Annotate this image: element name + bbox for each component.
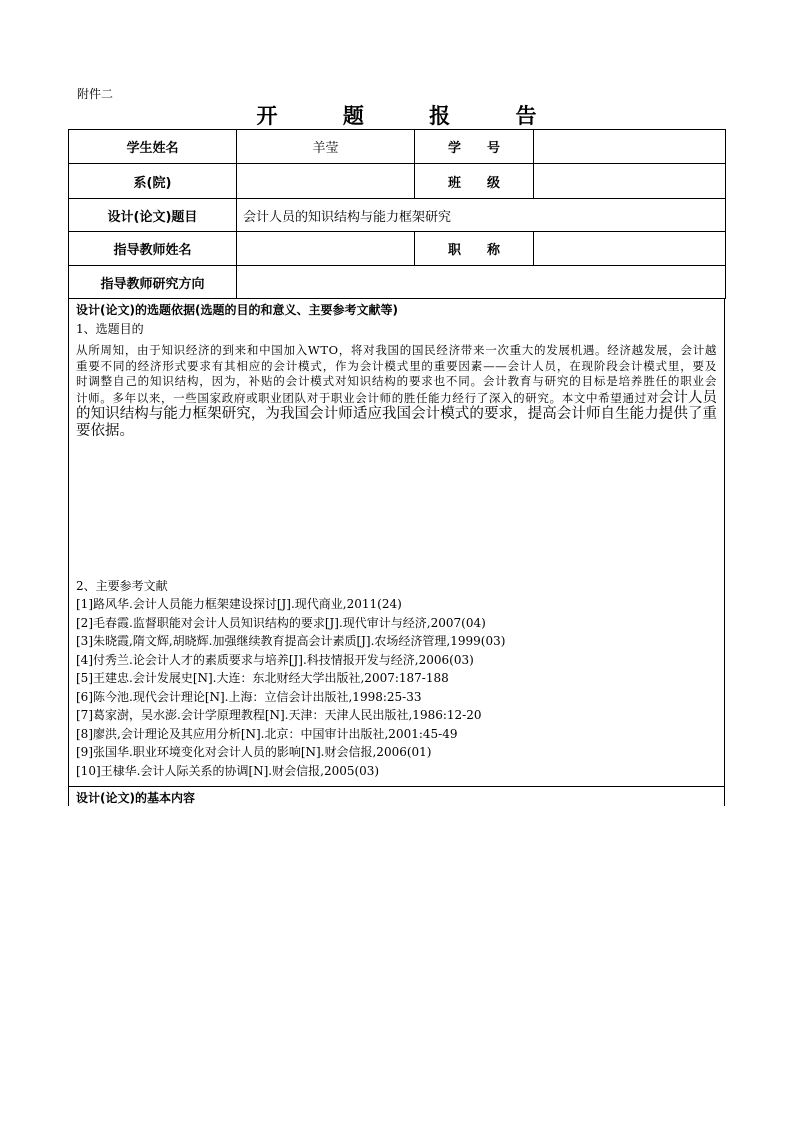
list-item: [7]葛家澍，吴水澎.会计学原理教程[N].天津：天津人民出版社,1986:12-20 [76,708,482,722]
advisor-name-field[interactable] [237,232,415,266]
purpose-text-emphasis: 会计人员的知识结构与能力框架研究，为我国会计师适应我国会计模式的要求，提高会计师自生能力提供了重要依据。 [76,389,718,439]
student-name-field[interactable]: 羊莹 [237,130,415,164]
class-field[interactable] [534,164,726,199]
list-item: [5]王建忠.会计发展史[N].大连：东北财经大学出版社,2007:187-188 [76,671,449,685]
list-item: [10]王棣华.会计人际关系的协调[N].财会信报,2005(03) [76,763,380,778]
advisor-research-field[interactable] [237,266,726,299]
advisor-research-label: 指导教师研究方向 [69,266,237,299]
list-item: [3]朱晓霞,隋文辉,胡晓辉.加强继续教育提高会计素质[J].农场经济管理,1999(03) [76,634,506,648]
list-item: [6]陈今池.现代会计理论[N].上海：立信会计出版社,1998:25-33 [76,689,422,704]
thesis-title-label: 设计(论文)题目 [69,199,237,232]
advisor-name-label: 指导教师姓名 [69,232,237,266]
table-row [69,164,726,199]
class-label: 班 级 [415,164,534,199]
table-row [69,232,726,266]
list-item: [4]付秀兰.论会计人才的素质要求与培养[J].科技情报开发与经济,2006(03) [76,652,474,667]
basis-heading: 设计(论文)的选题依据(选题的目的和意义、主要参考文献等) [76,303,398,317]
student-name-label: 学生姓名 [69,130,237,164]
title-char: 题 [342,103,364,128]
advisor-rank-field[interactable] [534,232,726,266]
table-row [69,130,726,164]
purpose-text: 从所周知，由于知识经济的到来和中国加入WTO，将对我国的国民经济带来一次重大的发展机遇。经济越发展，会计越重要不同的经济形式要求有其相应的会计模式，作为会计模式里的重要因素——会计人员，在现阶段会计模式里，要及时调整自己的知识结构，因为，补贴的会计模式对知识结构的要求也不同。会计教育与研究的目标是培养胜任的职业会计师。多年以来，一些国家政府或职业团队对于职业会计师的胜任能力经行了深入的研究。本文中希望通过对 [76,343,717,405]
content-section [68,786,725,806]
table-row [69,199,726,232]
list-item: [2]毛春霞.监督职能对会计人员知识结构的要求[J].现代审计与经济,2007(04) [76,615,486,630]
attachment-label: 附件二 [77,87,114,101]
student-id-label: 学 号 [415,130,534,164]
title-char: 开 [256,103,278,128]
department-label: 系(院) [69,164,237,199]
table-row [69,266,726,299]
reference-list [76,595,717,780]
thesis-title-field[interactable]: 会计人员的知识结构与能力框架研究 [237,199,726,232]
department-field[interactable] [237,164,415,199]
list-item: [8]廖洪,会计理论及其应用分析[N].北京：中国审计出版社,2001:45-49 [76,726,458,741]
purpose-heading: 1、选题目的 [76,322,144,336]
references-heading: 2、主要参考文献 [76,579,168,593]
list-item: [9]张国华.职业环境变化对会计人员的影响[N].财会信报,2006(01) [76,745,432,759]
list-item: [1]路风华.会计人员能力框架建设探讨[J].现代商业,2011(24) [76,597,402,611]
purpose-paragraph[interactable] [76,343,717,439]
advisor-rank-label: 职 称 [415,232,534,266]
content-heading: 设计(论文)的基本内容 [76,791,195,805]
student-id-field[interactable] [534,130,726,164]
title-char: 告 [515,103,537,128]
page-title [0,100,793,130]
info-table [68,129,726,299]
title-char: 报 [429,103,451,128]
basis-section [68,298,725,787]
